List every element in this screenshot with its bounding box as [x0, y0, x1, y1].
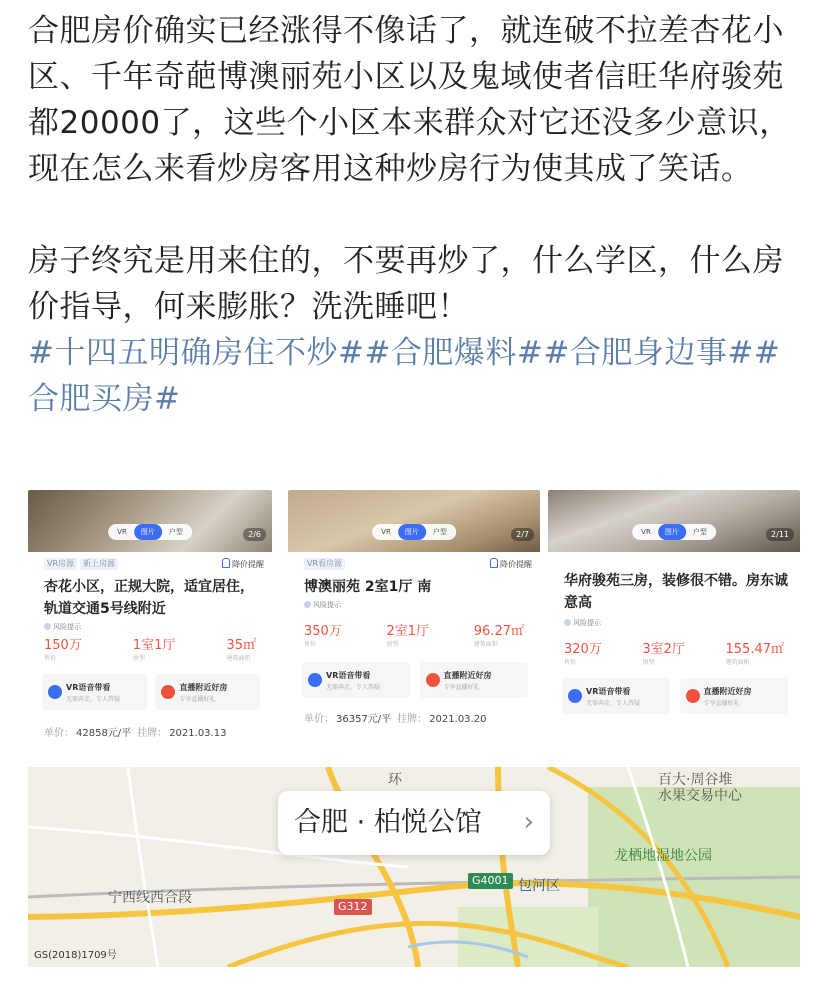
bell-icon: [490, 558, 498, 568]
map-label-district: 包河区: [518, 878, 560, 894]
stat-area: [726, 642, 785, 667]
road-badge-g4001: G4001: [468, 873, 513, 889]
listing-card-xinghua[interactable]: [28, 490, 272, 742]
live-stream-title: 直播附近好房: [179, 683, 228, 692]
photo-count: 2/11: [766, 528, 794, 541]
listing-info: [28, 552, 272, 742]
area-label: 建筑面积: [725, 659, 750, 666]
live-icon: [426, 673, 440, 687]
listing-stats: [44, 638, 256, 663]
unit-price-value: 36357元/平: [336, 714, 392, 725]
vr-tour-subtitle: 无需奔走，专人答疑: [586, 700, 641, 707]
unit-price-row: [44, 724, 264, 739]
map-location-name: 合肥 · 柏悦公馆: [294, 807, 482, 838]
source-badge: VR房源: [44, 558, 77, 570]
listed-label: 挂牌：: [137, 728, 168, 739]
unit-price-value: 42858元/平: [76, 728, 132, 739]
vr-tour-button[interactable]: [302, 662, 410, 698]
risk-notice-label: 风险提示: [53, 623, 81, 631]
risk-notice[interactable]: [44, 622, 81, 632]
price-alert-label: 降价提醒: [232, 560, 264, 569]
listed-date: 2021.03.20: [429, 714, 487, 725]
price-label: 售价: [44, 655, 57, 662]
stat-layout: [133, 638, 176, 663]
tab-floorplan[interactable]: 户型: [692, 528, 707, 536]
live-stream-title: 直播附近好房: [443, 671, 492, 680]
photo-count: 2/7: [511, 528, 534, 541]
vr-tour-button[interactable]: [42, 674, 147, 710]
tab-vr[interactable]: VR: [381, 528, 391, 536]
tab-floorplan[interactable]: 户型: [432, 528, 447, 536]
area-value: 155.47㎡: [725, 642, 784, 657]
tab-vr[interactable]: VR: [117, 528, 127, 536]
map-license: GS(2018)1709号: [34, 950, 117, 961]
stat-area: [226, 638, 256, 663]
post-paragraph-2: 房子终究是用来住的，不要再炒了，什么学区，什么房价指导，何来膨胀？洗洗睡吧！: [28, 243, 784, 325]
photo-tab-group: [372, 524, 456, 540]
vr-icon: [308, 673, 322, 687]
photo-tab-group: [108, 524, 192, 540]
post-paragraph-1: 合肥房价确实已经涨得不像话了，就连破不拉差杏花小区、千年奇葩博澳丽苑小区以及鬼域使者信旺华府骏苑都20000了，这些个小区本来群众对它还没多少意识，现在怎么来看炒房客用这种炒房行为使其成了笑话。: [28, 13, 791, 187]
price-label: 售价: [304, 641, 317, 648]
tab-photos[interactable]: 图片: [134, 524, 162, 540]
listing-photo[interactable]: [288, 490, 540, 552]
layout-label: 房型: [642, 659, 655, 666]
stat-layout: [387, 624, 430, 649]
layout-value: 1室1厅: [132, 638, 176, 653]
layout-value: 2室1厅: [386, 624, 430, 639]
price-value: 350万: [304, 624, 342, 639]
vr-icon: [48, 685, 62, 699]
live-stream-button[interactable]: [155, 674, 260, 710]
map-label-poi: 百大·周谷堆: [658, 772, 733, 788]
post-body: [28, 8, 800, 422]
live-stream-button[interactable]: [420, 662, 528, 698]
listing-info: [548, 552, 800, 742]
shield-icon: [564, 619, 571, 626]
listing-photo[interactable]: [28, 490, 272, 552]
area-value: 35㎡: [226, 638, 256, 653]
price-alert-button[interactable]: [222, 558, 264, 570]
tab-floorplan[interactable]: 户型: [168, 528, 183, 536]
hashtag-list: [28, 330, 800, 422]
bell-icon: [222, 558, 230, 568]
stat-layout: [642, 642, 685, 667]
road-badge-g312: G312: [334, 899, 372, 915]
listing-stats: [564, 642, 784, 667]
map-label-poi: 水果交易中心: [658, 788, 742, 804]
live-stream-subtitle: 专享直播好礼: [703, 700, 740, 707]
shield-icon: [44, 623, 51, 630]
unit-price-label: 单价：: [44, 728, 74, 739]
feature-row: [562, 678, 788, 714]
unit-price-row: [304, 710, 532, 725]
hashtag-link[interactable]: #合肥买房#: [28, 335, 781, 417]
risk-notice-label: 风险提示: [313, 601, 341, 609]
area-label: 建筑面积: [226, 655, 251, 662]
price-value: 150万: [44, 638, 82, 653]
risk-notice[interactable]: [564, 618, 601, 628]
layout-value: 3室2厅: [642, 642, 685, 657]
map-label-railway: 宁西线西合段: [108, 890, 192, 906]
tab-vr[interactable]: VR: [641, 528, 651, 536]
vr-tour-button[interactable]: [562, 678, 670, 714]
listing-card-boao[interactable]: [288, 490, 540, 742]
listing-stats: [304, 624, 524, 649]
stat-price: [564, 642, 602, 667]
hashtag-link[interactable]: #十四五明确房住不炒#: [28, 335, 365, 371]
map-label-park: 龙栖地湿地公园: [614, 848, 712, 864]
vr-tour-subtitle: 无需奔走，专人答疑: [326, 684, 381, 691]
listing-card-huafu[interactable]: [548, 490, 800, 742]
map-label-road: 环: [388, 772, 402, 788]
stat-price: [44, 638, 82, 663]
layout-label: 房型: [386, 641, 399, 648]
hashtag-link[interactable]: #合肥身边事#: [543, 335, 754, 371]
layout-label: 房型: [132, 655, 145, 662]
feature-row: [302, 662, 528, 698]
listing-info: [288, 552, 540, 742]
live-stream-subtitle: 专享直播好礼: [443, 684, 480, 691]
price-alert-label: 降价提醒: [500, 560, 532, 569]
listed-date: 2021.03.13: [169, 728, 227, 739]
listing-title[interactable]: 杏花小区，正规大院，适宜居住，轨道交通5号线附近: [44, 579, 254, 617]
listing-title[interactable]: 博澳丽苑 2室1厅 南: [304, 579, 432, 595]
listing-photo[interactable]: [548, 490, 800, 552]
live-stream-button[interactable]: [680, 678, 788, 714]
risk-notice-label: 风险提示: [573, 619, 601, 627]
stat-area: [474, 624, 524, 649]
live-icon: [161, 685, 175, 699]
source-badge: VR看房源: [304, 558, 345, 570]
stat-price: [304, 624, 342, 649]
shield-icon: [304, 601, 311, 608]
price-value: 320万: [564, 642, 602, 657]
vr-tour-subtitle: 无需奔走，专人答疑: [66, 696, 121, 703]
location-map[interactable]: [28, 767, 800, 967]
vr-tour-title: VR语音带看: [586, 687, 631, 696]
tab-photos[interactable]: 图片: [398, 524, 426, 540]
listing-title[interactable]: 华府骏苑三房，装修很不错。房东诚意高: [564, 573, 788, 611]
map-road-minor: [128, 767, 158, 967]
unit-price-label: 单价：: [304, 714, 334, 725]
area-label: 建筑面积: [473, 641, 498, 648]
tab-photos[interactable]: 图片: [658, 524, 686, 540]
feature-row: [42, 674, 260, 710]
photo-count: 2/6: [243, 528, 266, 541]
price-label: 售价: [564, 659, 577, 666]
listing-meta: [44, 558, 264, 572]
chevron-right-icon: ›: [523, 807, 534, 837]
price-alert-button[interactable]: [490, 558, 532, 570]
live-stream-subtitle: 专享直播好礼: [179, 696, 216, 703]
listing-meta: [304, 558, 532, 572]
listed-label: 挂牌：: [397, 714, 428, 725]
risk-notice[interactable]: [304, 600, 341, 610]
area-value: 96.27㎡: [473, 624, 524, 639]
live-icon: [686, 689, 700, 703]
live-stream-title: 直播附近好房: [703, 687, 752, 696]
vr-icon: [568, 689, 582, 703]
source-badge: 新上房源: [80, 558, 118, 570]
map-location-button[interactable]: [278, 791, 550, 855]
hashtag-link[interactable]: #合肥爆料#: [364, 335, 544, 371]
vr-tour-title: VR语音带看: [66, 683, 111, 692]
vr-tour-title: VR语音带看: [326, 671, 371, 680]
photo-tab-group: [632, 524, 716, 540]
